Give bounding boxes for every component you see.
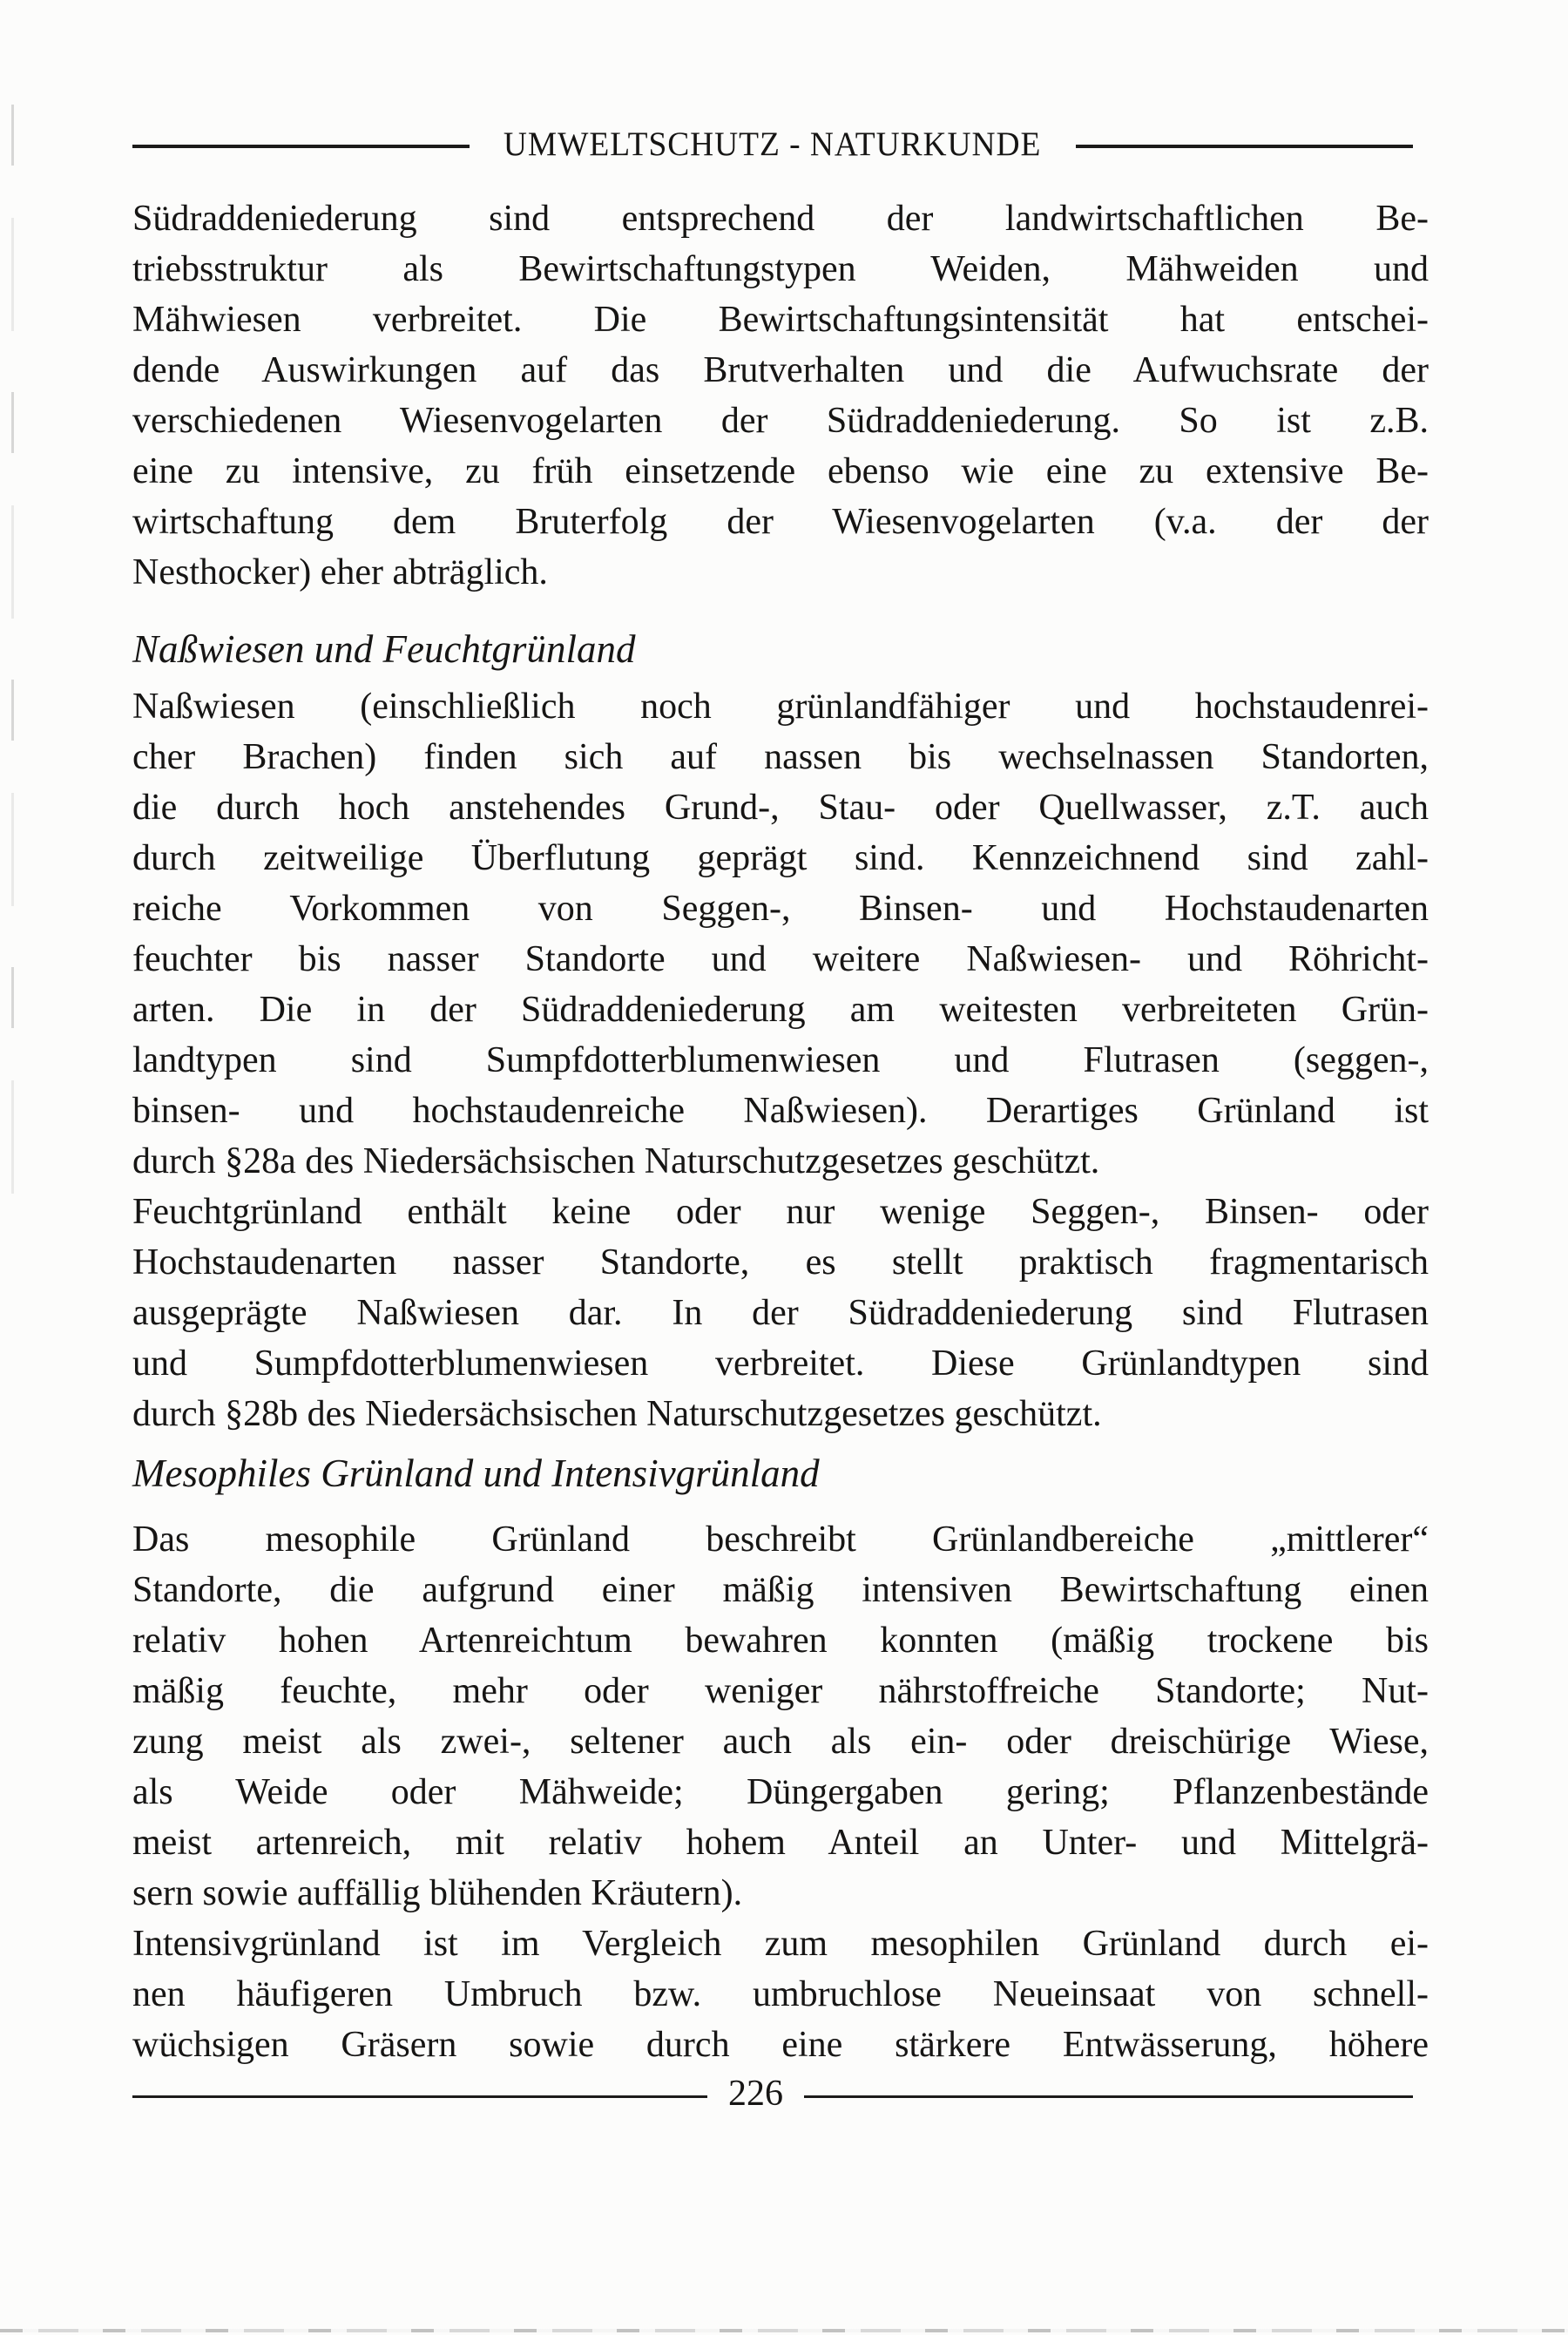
text-line: Standorte, die aufgrund einer mäßig intensiven Bewirtschaftung einen bbox=[132, 1570, 1429, 1610]
text-line: triebsstruktur als Bewirtschaftungstypen Weiden, Mähweiden und bbox=[132, 249, 1429, 289]
text-line: sern sowie auffällig blühenden Kräutern). bbox=[132, 1873, 743, 1913]
text-line: zung meist als zwei-, seltener auch als ein- oder dreischürige Wiese, bbox=[132, 1722, 1429, 1762]
text-line: Naßwiesen (einschließlich noch grünlandfähiger und hochstaudenrei- bbox=[132, 687, 1429, 727]
text-line: durch zeitweilige Überflutung geprägt sind. Kennzeichnend sind zahl- bbox=[132, 838, 1429, 878]
text-line: durch §28a des Niedersächsischen Naturschutzgesetzes geschützt. bbox=[132, 1141, 1100, 1181]
text-line: binsen- und hochstaudenreiche Naßwiesen). Derartiges Grünland ist bbox=[132, 1091, 1429, 1131]
running-head bbox=[132, 127, 1413, 165]
text-column bbox=[132, 193, 1429, 2070]
section-heading-nasswiesen: Naßwiesen und Feuchtgrünland bbox=[132, 627, 636, 671]
scan-artifact-bottom bbox=[0, 2329, 1568, 2332]
text-line: Nesthocker) eher abträglich. bbox=[132, 552, 548, 592]
text-line: als Weide oder Mähweide; Düngergaben gering; Pflanzenbestände bbox=[132, 1772, 1429, 1812]
footer-rule-right bbox=[804, 2095, 1413, 2098]
text-line: und Sumpfdotterblumenwiesen verbreitet. Diese Grünlandtypen sind bbox=[132, 1343, 1429, 1384]
footer-rule-left bbox=[132, 2095, 707, 2098]
text-line: Feuchtgrünland enthält keine oder nur wenige Seggen-, Binsen- oder bbox=[132, 1192, 1429, 1232]
scan-artifact-left bbox=[11, 105, 14, 1202]
paragraph-mesophiles bbox=[132, 1514, 1429, 2070]
text-line: meist artenreich, mit relativ hohem Anteil an Unter- und Mittelgrä- bbox=[132, 1823, 1429, 1863]
running-head-title: UMWELTSCHUTZ - NATURKUNDE bbox=[504, 125, 1042, 163]
text-line: Das mesophile Grünland beschreibt Grünlandbereiche „mittlerer“ bbox=[132, 1519, 1429, 1560]
text-line: wüchsigen Gräsern sowie durch eine stärkere Entwässerung, höhere bbox=[132, 2025, 1429, 2065]
page-footer bbox=[132, 2075, 1413, 2117]
text-line: relativ hohen Artenreichtum bewahren konnten (mäßig trockene bis bbox=[132, 1621, 1429, 1661]
text-line: durch §28b des Niedersächsischen Naturschutzgesetzes geschützt. bbox=[132, 1394, 1102, 1434]
header-rule-left bbox=[132, 145, 470, 148]
text-line: Intensivgrünland ist im Vergleich zum mesophilen Grünland durch ei- bbox=[132, 1924, 1429, 1964]
text-line: cher Brachen) finden sich auf nassen bis wechselnassen Standorten, bbox=[132, 737, 1429, 777]
text-line: wirtschaftung dem Bruterfolg der Wiesenvogelarten (v.a. der der bbox=[132, 502, 1429, 542]
paragraph-nasswiesen bbox=[132, 681, 1429, 1439]
header-rule-right bbox=[1076, 145, 1413, 148]
text-line: verschiedenen Wiesenvogelarten der Südraddeniederung. So ist z.B. bbox=[132, 401, 1429, 441]
text-line: nen häufigeren Umbruch bzw. umbruchlose Neueinsaat von schnell- bbox=[132, 1974, 1429, 2014]
text-line: Südraddeniederung sind entsprechend der landwirtschaftlichen Be- bbox=[132, 199, 1429, 239]
text-line: feuchter bis nasser Standorte und weitere Naßwiesen- und Röhricht- bbox=[132, 939, 1429, 979]
text-line: dende Auswirkungen auf das Brutverhalten und die Aufwuchsrate der bbox=[132, 350, 1429, 390]
text-line: Mähwiesen verbreitet. Die Bewirtschaftungsintensität hat entschei- bbox=[132, 300, 1429, 340]
paragraph-intro bbox=[132, 193, 1429, 598]
text-line: reiche Vorkommen von Seggen-, Binsen- und Hochstaudenarten bbox=[132, 889, 1429, 929]
text-line: die durch hoch anstehendes Grund-, Stau- oder Quellwasser, z.T. auch bbox=[132, 788, 1429, 828]
text-line: arten. Die in der Südraddeniederung am weitesten verbreiteten Grün- bbox=[132, 990, 1429, 1030]
text-line: ausgeprägte Naßwiesen dar. In der Südraddeniederung sind Flutrasen bbox=[132, 1293, 1429, 1333]
text-line: Hochstaudenarten nasser Standorte, es stellt praktisch fragmentarisch bbox=[132, 1242, 1429, 1283]
text-line: mäßig feuchte, mehr oder weniger nährstoffreiche Standorte; Nut- bbox=[132, 1671, 1429, 1711]
text-line: eine zu intensive, zu früh einsetzende ebenso wie eine zu extensive Be- bbox=[132, 451, 1429, 491]
text-line: landtypen sind Sumpfdotterblumenwiesen und Flutrasen (seggen-, bbox=[132, 1040, 1429, 1080]
footer-page-number: 226 bbox=[728, 2074, 783, 2114]
section-heading-mesophiles: Mesophiles Grünland und Intensivgrünland bbox=[132, 1452, 820, 1495]
